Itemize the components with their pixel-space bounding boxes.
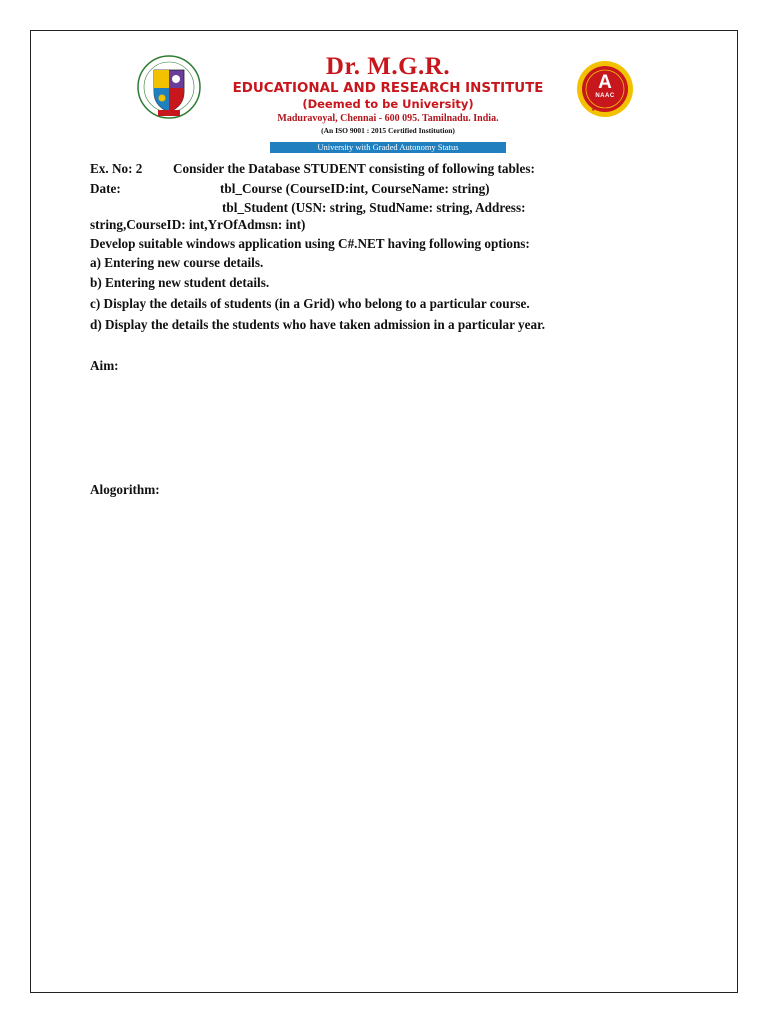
institute-title: Dr. M.G.R.: [325, 53, 451, 80]
letterhead: [0, 0, 768, 160]
task-statement: Develop suitable windows application using C#.NET having following options:: [90, 236, 530, 251]
institute-header-text: [203, 54, 573, 155]
naac-badge: [575, 60, 635, 118]
option-item: c) Display the details of students (in a Grid) who belong to a particular course.: [90, 296, 530, 311]
iso-certification-line: (An ISO 9001 : 2015 Certified Institution): [321, 126, 455, 135]
exercise-intro: Consider the Database STUDENT consisting of following tables:: [173, 161, 535, 176]
option-item: a) Entering new course details.: [90, 255, 264, 270]
table-course-definition: tbl_Course (CourseID:int, CourseName: string): [220, 181, 490, 196]
naac-label: NAAC: [595, 93, 615, 99]
ex-no-label: Ex. No: 2: [90, 161, 143, 176]
option-item: b) Entering new student details.: [90, 275, 270, 290]
date-label: Date:: [90, 181, 121, 196]
naac-grade: A: [598, 72, 612, 93]
aim-heading: Aim:: [90, 358, 119, 373]
institute-crest-icon: [136, 52, 202, 122]
svg-text:★ ★ ★: ★ ★ ★: [591, 108, 607, 113]
table-student-definition: tbl_Student (USN: string, StudName: string, Address:: [222, 200, 526, 215]
deemed-university-line: (Deemed to be University): [302, 97, 474, 111]
autonomy-status-banner: University with Graded Autonomy Status: [270, 142, 506, 153]
option-item: d) Display the details the students who have taken admission in a particular year.: [90, 317, 546, 332]
institute-name: EDUCATIONAL AND RESEARCH INSTITUTE: [232, 81, 544, 96]
table-student-definition-cont: string,CourseID: int,YrOfAdmsn: int): [90, 217, 306, 232]
algorithm-heading: Alogorithm:: [90, 482, 160, 497]
institute-address: Maduravoyal, Chennai - 600 095. Tamilnadu. India.: [277, 113, 499, 124]
